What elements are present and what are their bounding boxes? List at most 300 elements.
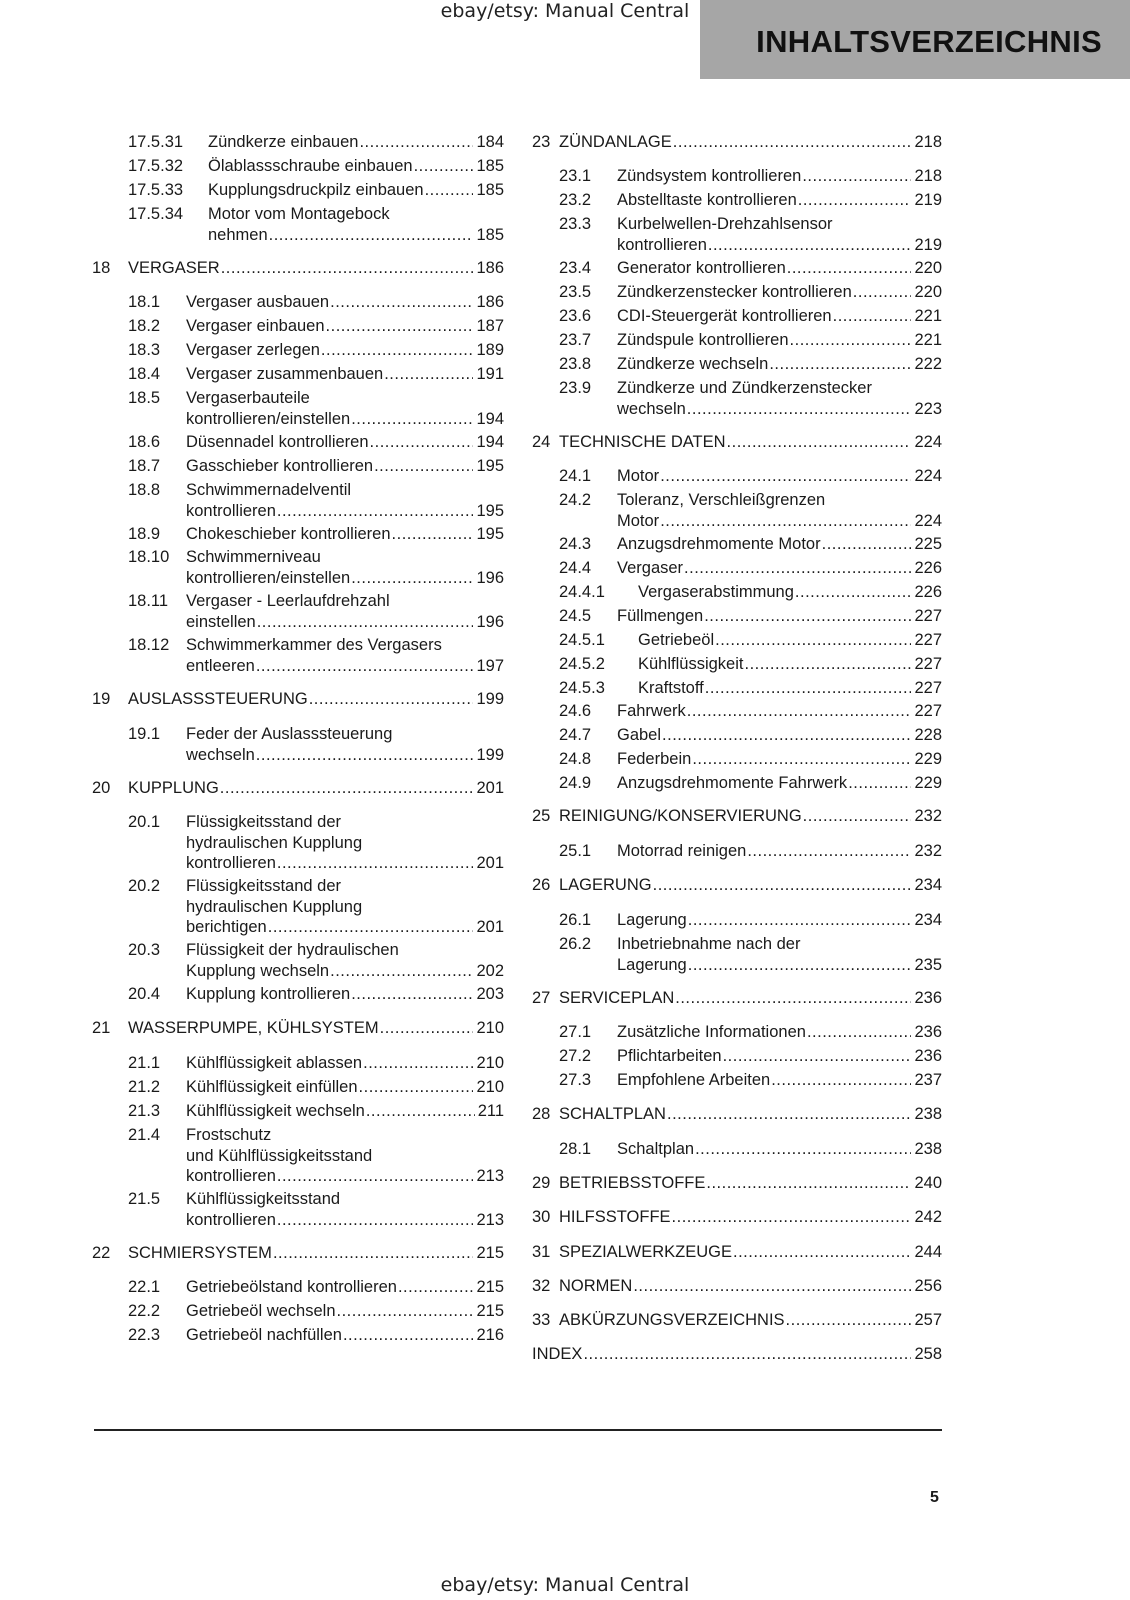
toc-dot-leader — [326, 316, 474, 337]
toc-dot-leader — [370, 432, 474, 453]
toc-entry-page: 218 — [914, 133, 942, 151]
toc-entry-title: Abstelltaste kontrollieren — [617, 191, 797, 209]
footer-divider — [94, 1429, 942, 1431]
toc-entry-title: Vergaserabstimmung — [638, 583, 794, 601]
toc-entry-text — [617, 214, 942, 255]
toc-entry-title: BETRIEBSSTOFFE — [559, 1174, 706, 1192]
toc-dot-leader — [715, 630, 911, 651]
toc-dot-leader — [807, 1022, 912, 1043]
toc-entry-page: 210 — [476, 1054, 504, 1072]
toc-entry-text — [186, 1053, 504, 1074]
toc-entry-number: 23.6 — [559, 307, 592, 325]
toc-entry-page: 201 — [476, 854, 504, 872]
toc-entry-title-line — [617, 490, 942, 511]
toc-entry-title: Getriebeöl wechseln — [186, 1302, 336, 1320]
toc-entry-number: 20.2 — [128, 877, 161, 895]
toc-dot-leader — [374, 456, 473, 477]
toc-entry-page: 196 — [476, 568, 504, 587]
toc-entry-title: HILFSSTOFFE — [559, 1208, 671, 1226]
toc-entry-title: Generator kontrollieren — [617, 259, 786, 277]
toc-entry-number: 28 — [532, 1105, 551, 1123]
toc-entry-text — [186, 812, 504, 874]
toc-entry-title: AUSLASSSTEUERUNG — [128, 690, 308, 708]
toc-entry-page: 215 — [476, 1244, 504, 1262]
toc-entry-title: Ölablassschraube einbauen — [208, 157, 413, 175]
toc-dot-leader — [688, 955, 912, 976]
toc-dot-leader — [277, 853, 474, 874]
toc-entry-page: 202 — [476, 961, 504, 980]
toc-entry-page: 216 — [476, 1326, 504, 1344]
toc-entry-number: 27 — [532, 989, 551, 1007]
toc-entry-text — [186, 547, 504, 588]
toc-entry-page: 228 — [914, 726, 942, 744]
toc-entry-number: 18.7 — [128, 457, 161, 475]
toc-entry-number: 18.9 — [128, 525, 161, 543]
toc-entry-number: 17.5.33 — [128, 181, 184, 199]
toc-entry-title-line — [617, 1070, 942, 1091]
toc-entry-title: ZÜNDANLAGE — [559, 133, 672, 151]
toc-entry-page: 240 — [914, 1174, 942, 1192]
toc-entry-number: 20.1 — [128, 813, 161, 831]
toc-entry-title: Pflichtarbeiten — [617, 1047, 722, 1065]
toc-entry-number: 21.2 — [128, 1078, 161, 1096]
toc-entry-title-line — [186, 524, 504, 545]
toc-entry-title: Vergaserbauteile — [186, 389, 310, 407]
toc-entry-title-line — [559, 1207, 942, 1228]
toc-entry-number: 19 — [92, 690, 111, 708]
toc-entry-number: 24.7 — [559, 726, 592, 744]
toc-entry-title: Kupplungsdruckpilz einbauen — [208, 181, 424, 199]
toc-entry-title-line — [617, 399, 942, 420]
toc-entry-page: 225 — [914, 535, 942, 553]
toc-entry-title: Chokeschieber kontrollieren — [186, 525, 391, 543]
toc-entry-text — [617, 330, 942, 351]
toc-entry-title-line — [186, 635, 504, 656]
toc-entry-page: 194 — [476, 409, 504, 428]
toc-entry-page: 258 — [914, 1345, 942, 1363]
toc-entry-number: 26.2 — [559, 935, 592, 953]
toc-entry-title-line — [186, 432, 504, 453]
toc-entry-title-line — [617, 1046, 942, 1067]
toc-entry-title-line — [186, 724, 504, 745]
toc-entry-title: Zündspule kontrollieren — [617, 331, 789, 349]
toc-entry-title: Kupplung wechseln — [186, 961, 330, 980]
toc-entry-title: kontrollieren — [186, 1210, 276, 1229]
toc-entry-title-line — [186, 984, 504, 1005]
toc-entry-number: 20.4 — [128, 985, 161, 1003]
toc-entry-page: 201 — [476, 779, 504, 797]
toc-dot-leader — [351, 409, 473, 430]
toc-entry-text — [559, 1173, 942, 1194]
toc-entry-page: 229 — [914, 750, 942, 768]
toc-entry-text — [559, 806, 942, 827]
toc-entry-title: INDEX — [532, 1345, 583, 1363]
toc-entry-title-line — [638, 630, 942, 651]
toc-entry-text — [559, 1104, 942, 1125]
toc-entry-page: 195 — [476, 457, 504, 475]
toc-entry-number: 30 — [532, 1208, 551, 1226]
toc-entry-title-line — [617, 749, 942, 770]
toc-entry-number: 25 — [532, 807, 551, 825]
toc-entry-page: 213 — [476, 1167, 504, 1185]
toc-entry-page: 215 — [476, 1278, 504, 1296]
toc-entry-number: 18.8 — [128, 481, 161, 499]
toc-entry-number: 18.5 — [128, 389, 161, 407]
toc-entry-number: 21.3 — [128, 1102, 161, 1120]
toc-entry-title: Federbein — [617, 750, 692, 768]
toc-dot-leader — [380, 1018, 474, 1039]
toc-entry-title: Flüssigkeitsstand der — [186, 877, 341, 895]
toc-entry-title-line — [186, 1301, 504, 1322]
toc-entry-title: Zusätzliche Informationen — [617, 1023, 806, 1041]
toc-entry-text — [186, 1125, 504, 1187]
toc-entry-title-line — [617, 214, 942, 235]
toc-entry-number: 24.3 — [559, 535, 592, 553]
toc-entry-text — [617, 558, 942, 579]
toc-entry-page: 211 — [477, 1102, 504, 1120]
toc-entry-number: 23 — [532, 133, 551, 151]
toc-entry-title-line — [128, 258, 504, 279]
toc-entry-text — [617, 190, 942, 211]
toc-entry-page: 232 — [914, 807, 942, 825]
toc-entry-page: 196 — [476, 612, 504, 631]
toc-entry-title-line — [638, 654, 942, 675]
toc-dot-leader — [277, 501, 474, 522]
toc-entry-text — [559, 1276, 942, 1297]
toc-entry-number: 23.8 — [559, 355, 592, 373]
toc-entry-text — [559, 1207, 942, 1228]
toc-dot-leader — [343, 1325, 474, 1346]
toc-entry-title: KUPPLUNG — [128, 779, 219, 797]
toc-dot-leader — [256, 745, 474, 766]
toc-entry-page: 236 — [914, 1023, 942, 1041]
toc-entry-title: Feder der Auslasssteuerung — [186, 725, 393, 743]
toc-entry-number: 23.4 — [559, 259, 592, 277]
toc-entry-text — [186, 292, 504, 313]
toc-entry-title: Schwimmerkammer des Vergasers — [186, 636, 442, 654]
toc-entry-title-line — [186, 1166, 504, 1187]
toc-entry-title-line — [186, 1053, 504, 1074]
toc-entry-page: 227 — [914, 702, 942, 720]
toc-dot-leader — [687, 399, 912, 420]
toc-entry-page: 221 — [914, 331, 942, 349]
toc-dot-leader — [366, 1101, 475, 1122]
toc-entry-title-line — [186, 1325, 504, 1346]
toc-entry-page: 232 — [914, 842, 942, 860]
toc-entry-text — [186, 364, 504, 385]
toc-entry-number: 24.4.1 — [559, 583, 605, 601]
toc-entry-title: SERVICEPLAN — [559, 989, 675, 1007]
toc-entry-title: Inbetriebnahme nach der — [617, 935, 801, 953]
toc-entry-number: 24.5.1 — [559, 631, 605, 649]
toc-dot-leader — [414, 156, 474, 177]
toc-entry-title-line — [186, 1125, 504, 1146]
toc-entry-text — [186, 480, 504, 521]
toc-dot-leader — [660, 466, 911, 487]
toc-dot-leader — [384, 364, 473, 385]
toc-dot-leader — [633, 1276, 911, 1297]
toc-dot-leader — [684, 558, 911, 579]
toc-dot-leader — [790, 330, 912, 351]
toc-entry-title: Kurbelwellen-Drehzahlsensor — [617, 215, 833, 233]
toc-entry-title-line — [617, 258, 942, 279]
toc-entry-title-line — [186, 656, 504, 677]
toc-entry-title-line — [617, 534, 942, 555]
toc-entry-title: Kühlflüssigkeit ablassen — [186, 1054, 363, 1072]
toc-entry-number: 18.2 — [128, 317, 161, 335]
toc-entry-number: 21.1 — [128, 1054, 161, 1072]
toc-entry-text — [559, 875, 942, 896]
toc-entry-title-line — [186, 812, 504, 833]
toc-entry-text — [617, 490, 942, 531]
toc-entry-title-line — [186, 340, 504, 361]
toc-entry-text — [186, 524, 504, 545]
toc-entry-page: 191 — [476, 365, 504, 383]
toc-entry-number: 20 — [92, 779, 111, 797]
toc-entry-page: 257 — [914, 1311, 942, 1329]
toc-entry-text — [617, 1139, 942, 1160]
toc-entry-title: Anzugsdrehmomente Fahrwerk — [617, 774, 848, 792]
toc-entry-number: 18.3 — [128, 341, 161, 359]
toc-entry-title-line — [559, 988, 942, 1009]
toc-entry-title-line — [617, 166, 942, 187]
toc-entry-title-line — [559, 432, 942, 453]
toc-entry-text — [638, 582, 942, 603]
toc-entry-title-line — [617, 701, 942, 722]
toc-entry-title-line — [186, 961, 504, 982]
toc-entry-number: 21.4 — [128, 1126, 161, 1144]
toc-entry-number: 24.9 — [559, 774, 592, 792]
toc-entry-page: 186 — [476, 259, 504, 277]
toc-entry-page: 244 — [914, 1243, 942, 1261]
toc-entry-number: 27.1 — [559, 1023, 592, 1041]
toc-entry-title-line — [128, 1243, 504, 1264]
toc-entry-text — [559, 432, 942, 453]
toc-entry-title: Kühlflüssigkeit wechseln — [186, 1102, 365, 1120]
toc-entry-page: 236 — [914, 989, 942, 1007]
toc-dot-leader — [822, 534, 912, 555]
toc-entry-text — [128, 1018, 504, 1039]
toc-entry-number: 24.4 — [559, 559, 592, 577]
toc-entry-title: Getriebeöl — [638, 631, 715, 649]
toc-entry-title-line — [208, 225, 504, 246]
toc-entry-title-line — [617, 841, 942, 862]
toc-entry-number: 27.3 — [559, 1071, 592, 1089]
toc-entry-title-line — [186, 1146, 504, 1167]
toc-entry-title: Getriebeöl nachfüllen — [186, 1326, 342, 1344]
toc-dot-leader — [309, 689, 474, 710]
toc-entry-title-line — [617, 934, 942, 955]
toc-entry-text — [128, 778, 504, 799]
toc-dot-leader — [256, 656, 474, 677]
toc-entry-title: nehmen — [208, 225, 268, 244]
toc-entry-title-line — [186, 456, 504, 477]
toc-dot-leader — [705, 678, 912, 699]
toc-entry-title: Gasschieber kontrollieren — [186, 457, 374, 475]
toc-entry-title: Getriebeölstand kontrollieren — [186, 1278, 397, 1296]
toc-entry-page: 201 — [476, 918, 504, 936]
toc-dot-leader — [425, 180, 474, 201]
toc-entry-title-line — [186, 316, 504, 337]
toc-entry-title: Schaltplan — [617, 1140, 695, 1158]
toc-entry-title: einstellen — [186, 612, 256, 631]
toc-entry-title-line — [638, 582, 942, 603]
toc-entry-page: 256 — [914, 1277, 942, 1295]
toc-entry-number: 24.5 — [559, 607, 592, 625]
toc-dot-leader — [771, 1070, 911, 1091]
toc-entry-number: 25.1 — [559, 842, 592, 860]
toc-entry-title: Kühlflüssigkeit — [638, 655, 744, 673]
toc-dot-leader — [660, 511, 911, 532]
toc-entry-title: Vergaser zerlegen — [186, 341, 320, 359]
toc-entry-page: 238 — [914, 1140, 942, 1158]
toc-entry-title: Zündsystem kontrollieren — [617, 167, 802, 185]
toc-entry-text — [128, 689, 504, 710]
toc-entry-title: Vergaser - Leerlaufdrehzahl — [186, 592, 390, 610]
toc-entry-number: 29 — [532, 1174, 551, 1192]
toc-entry-title: Kühlflüssigkeitsstand — [186, 1190, 341, 1208]
toc-entry-title-line — [617, 725, 942, 746]
toc-dot-leader — [257, 612, 474, 633]
toc-entry-number: 24.8 — [559, 750, 592, 768]
toc-entry-title-line — [559, 806, 942, 827]
toc-entry-page: 184 — [476, 133, 504, 151]
toc-entry-text — [186, 1189, 504, 1230]
toc-entry-title: wechseln — [617, 399, 686, 418]
toc-dot-leader — [786, 1310, 912, 1331]
toc-entry-title: REINIGUNG/KONSERVIERUNG — [559, 807, 802, 825]
toc-entry-title-line — [186, 917, 504, 938]
toc-entry-title-line — [617, 1022, 942, 1043]
toc-entry-title: kontrollieren — [186, 854, 276, 872]
toc-entry-title: kontrollieren — [186, 1167, 276, 1185]
toc-entry-number: 18.1 — [128, 293, 161, 311]
toc-dot-leader — [744, 654, 911, 675]
toc-entry-page: 199 — [476, 745, 504, 764]
toc-entry-title: hydraulischen Kupplung — [186, 833, 363, 852]
toc-entry-number: 31 — [532, 1243, 551, 1261]
toc-entry-title: Düsennadel kontrollieren — [186, 433, 369, 451]
toc-entry-title-line — [186, 388, 504, 409]
toc-entry-page: 218 — [914, 167, 942, 185]
toc-entry-text — [186, 984, 504, 1005]
toc-entry-page: 242 — [914, 1208, 942, 1226]
toc-dot-leader — [798, 190, 912, 211]
toc-entry-title-line — [208, 204, 504, 225]
toc-entry-page: 226 — [914, 583, 942, 601]
toc-entry-title-line — [186, 568, 504, 589]
toc-dot-leader — [708, 235, 912, 256]
toc-entry-number: 20.3 — [128, 941, 161, 959]
toc-entry-title: Lagerung — [617, 911, 687, 929]
toc-entry-title-line — [617, 378, 942, 399]
toc-entry-title-line — [186, 1077, 504, 1098]
toc-entry-number: 18.12 — [128, 636, 170, 654]
toc-entry-page: 234 — [914, 876, 942, 894]
toc-dot-leader — [848, 773, 911, 794]
toc-entry-title: Frostschutz — [186, 1126, 272, 1144]
toc-entry-text — [617, 773, 942, 794]
toc-dot-leader — [853, 282, 912, 303]
toc-entry-title-line — [186, 1101, 504, 1122]
toc-entry-number: 23.2 — [559, 191, 592, 209]
toc-entry-title: entleeren — [186, 656, 255, 675]
toc-entry-title-line — [186, 940, 504, 961]
toc-entry-text — [186, 724, 504, 765]
toc-entry-number: 17.5.31 — [128, 133, 184, 151]
toc-entry-number: 33 — [532, 1311, 551, 1329]
toc-entry-title-line — [208, 180, 504, 201]
toc-entry-number: 24.5.3 — [559, 679, 605, 697]
toc-entry-text — [186, 635, 504, 676]
toc-entry-page: 223 — [914, 399, 942, 418]
toc-dot-leader — [273, 1243, 474, 1264]
toc-entry-title: Kühlflüssigkeit einfüllen — [186, 1078, 358, 1096]
toc-entry-number: 21.5 — [128, 1190, 161, 1208]
toc-entry-title-line — [617, 466, 942, 487]
toc-dot-leader — [277, 1210, 474, 1231]
toc-entry-page: 210 — [476, 1078, 504, 1096]
toc-dot-leader — [704, 606, 911, 627]
toc-dot-leader — [787, 258, 912, 279]
toc-entry-page: 220 — [914, 283, 942, 301]
toc-dot-leader — [662, 725, 911, 746]
toc-dot-leader — [733, 1242, 911, 1263]
toc-entry-page: 227 — [914, 655, 942, 673]
toc-entry-text — [208, 156, 504, 177]
toc-entry-title: Füllmengen — [617, 607, 704, 625]
toc-entry-title: LAGERUNG — [559, 876, 652, 894]
toc-entry-title-line — [128, 1018, 504, 1039]
toc-entry-page: 197 — [476, 656, 504, 675]
toc-dot-leader — [220, 778, 474, 799]
toc-entry-title-line — [186, 745, 504, 766]
toc-entry-page: 186 — [476, 293, 504, 311]
toc-dot-leader — [277, 1166, 474, 1187]
toc-entry-title-line — [638, 678, 942, 699]
toc-entry-number: 26.1 — [559, 911, 592, 929]
toc-entry-title: Vergaser — [617, 559, 684, 577]
toc-entry-text — [617, 910, 942, 931]
toc-entry-title-line — [186, 591, 504, 612]
toc-entry-number: 17.5.34 — [128, 205, 184, 223]
toc-entry-text — [559, 132, 942, 153]
toc-entry-title: ABKÜRZUNGSVERZEICHNIS — [559, 1311, 785, 1329]
toc-entry-title: Schwimmerniveau — [186, 548, 321, 566]
toc-dot-leader — [692, 749, 911, 770]
toc-entry-title-line — [186, 876, 504, 897]
toc-entry-text — [186, 1301, 504, 1322]
toc-dot-leader — [803, 806, 912, 827]
toc-entry-text — [617, 354, 942, 375]
toc-entry-page: 187 — [476, 317, 504, 335]
toc-dot-leader — [351, 568, 473, 589]
toc-dot-leader — [769, 354, 911, 375]
toc-entry-number: 28.1 — [559, 1140, 592, 1158]
toc-dot-leader — [269, 225, 474, 246]
toc-entry-page: 213 — [476, 1210, 504, 1229]
toc-dot-leader — [337, 1301, 474, 1322]
toc-entry-title: berichtigen — [186, 918, 267, 936]
toc-entry-title-line — [617, 606, 942, 627]
toc-entry-page: 203 — [476, 985, 504, 1003]
toc-entry-number: 24.2 — [559, 491, 592, 509]
toc-entry-title-line — [186, 897, 504, 918]
toc-entry-number: 24.5.2 — [559, 655, 605, 673]
toc-entry-text — [559, 1310, 942, 1331]
toc-entry-page: 195 — [476, 525, 504, 543]
toc-dot-leader — [359, 132, 473, 153]
